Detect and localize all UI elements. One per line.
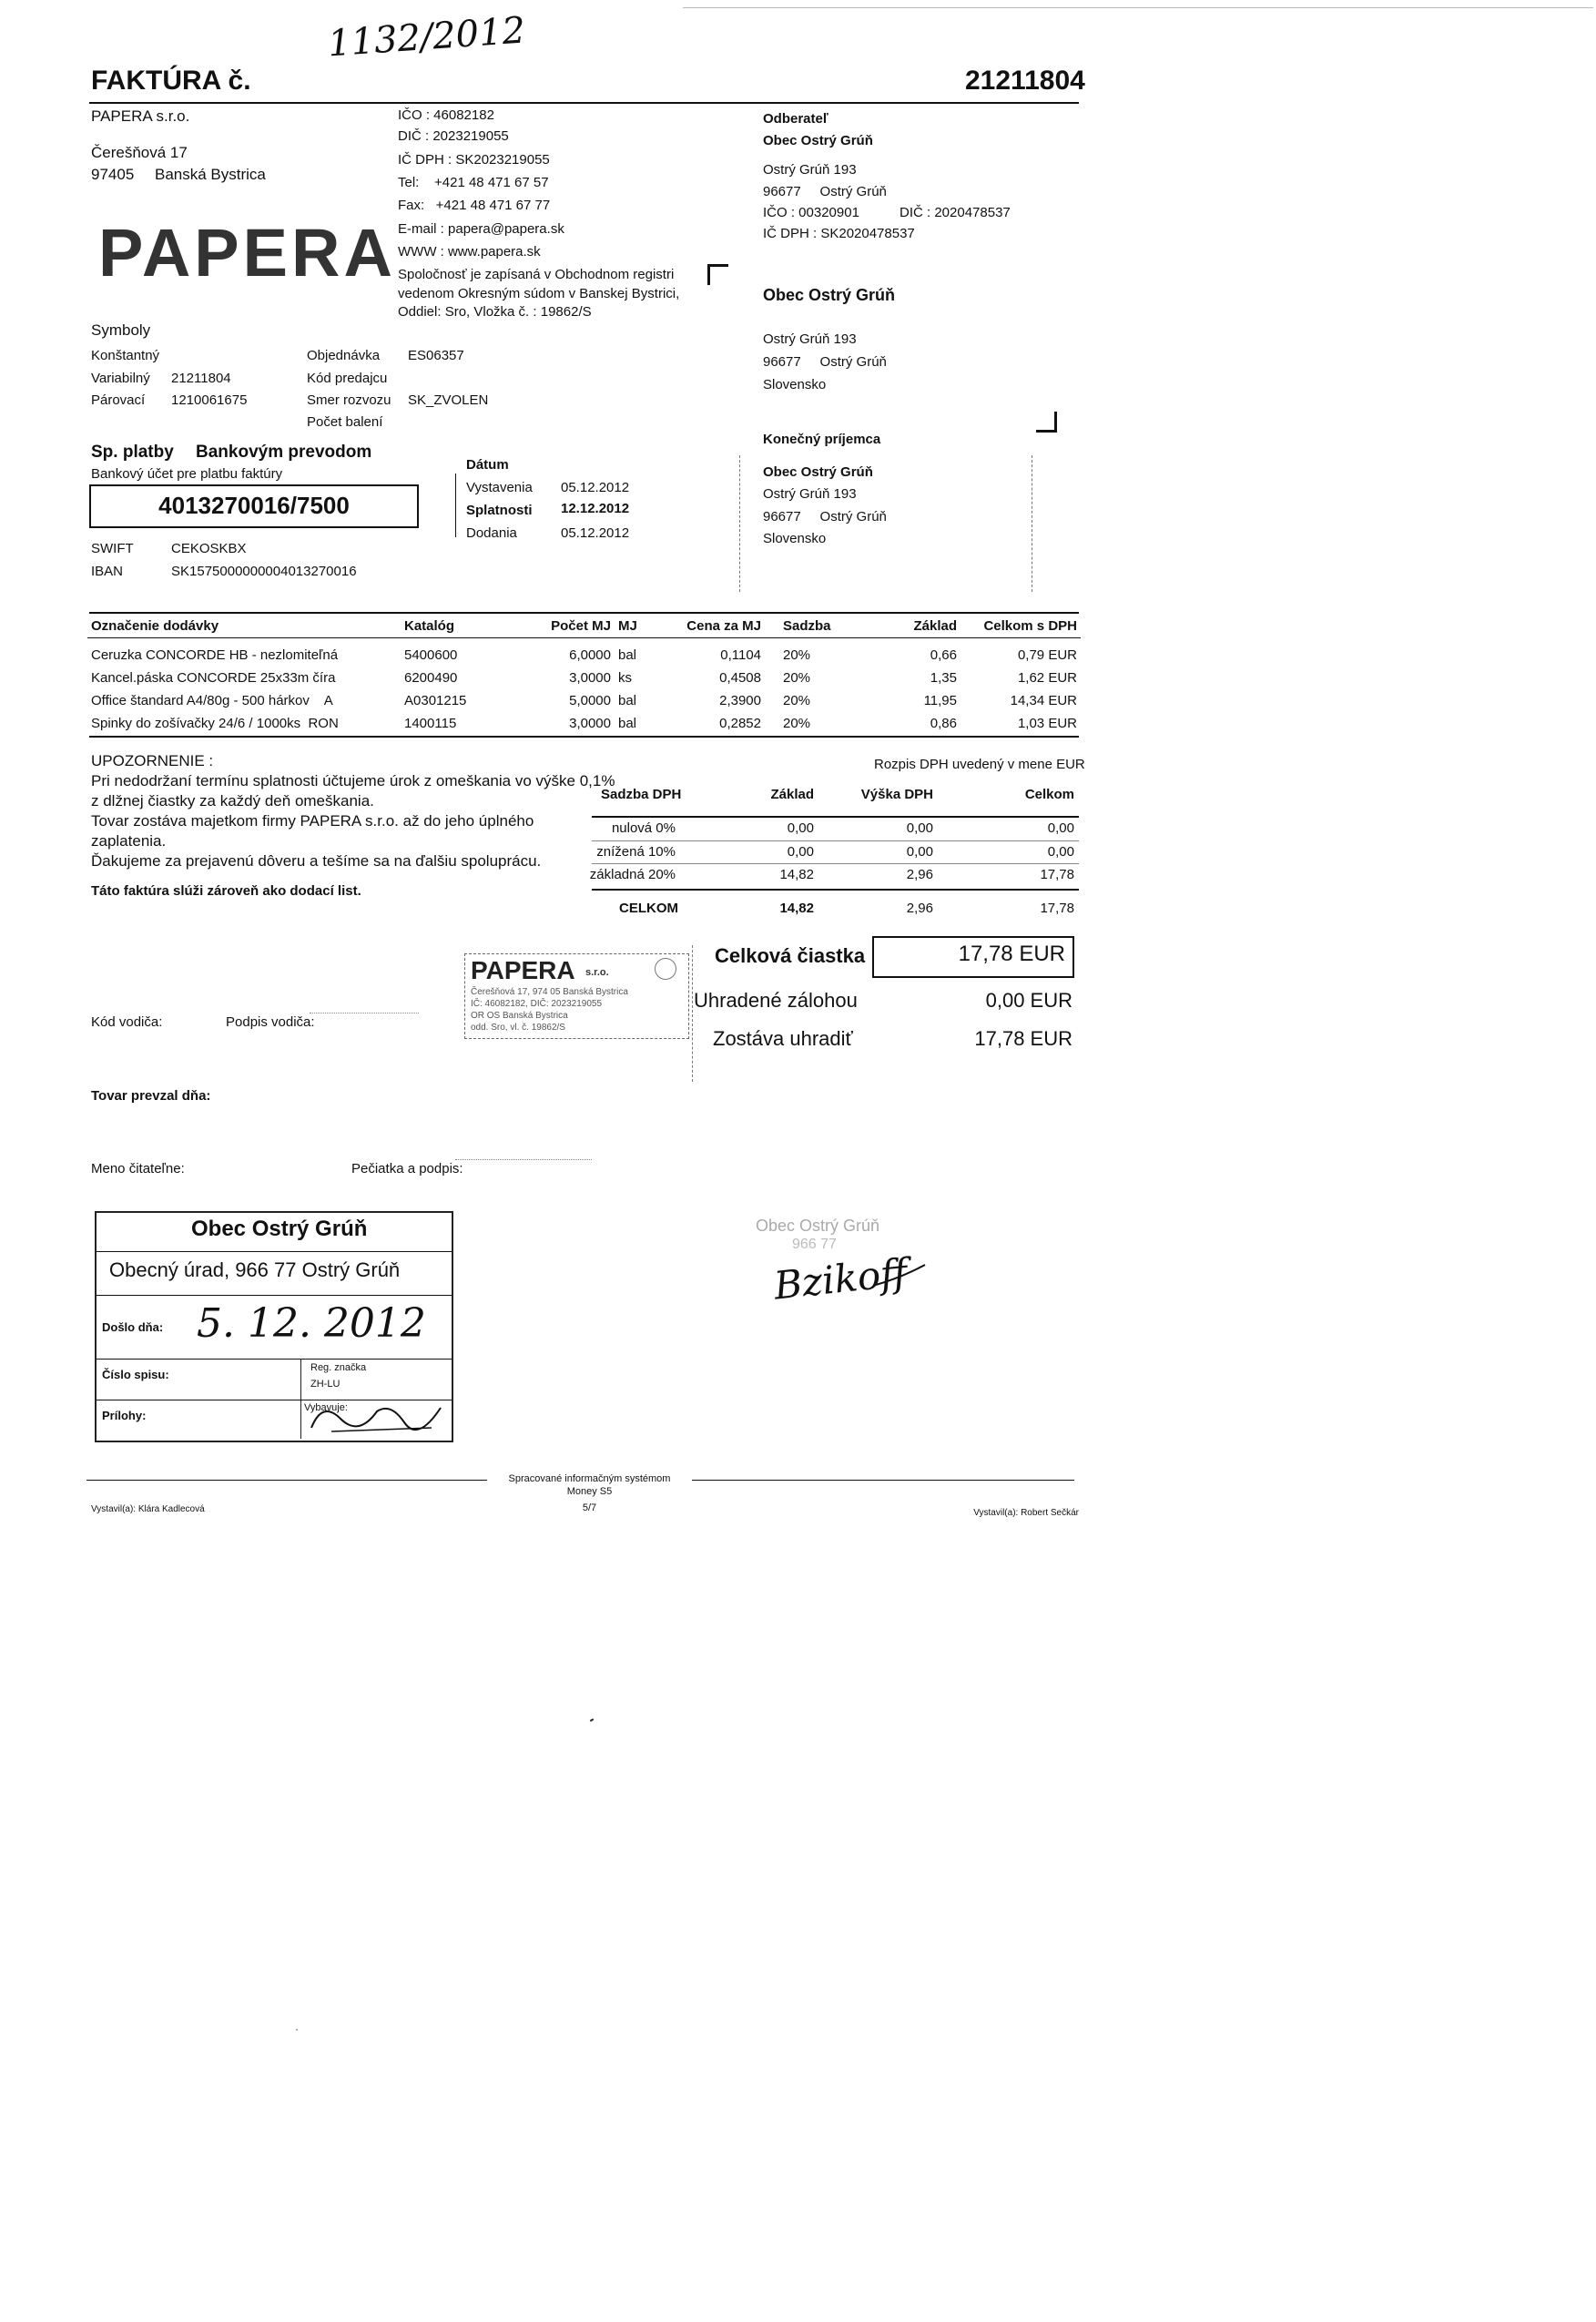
vat-header-base: Základ bbox=[770, 787, 814, 802]
scan-speck bbox=[590, 1718, 594, 1722]
received-date-label: Tovar prevzal dňa: bbox=[91, 1088, 211, 1104]
supplier-street: Čerešňová 17 bbox=[91, 144, 188, 161]
vat-amount: 0,00 bbox=[906, 844, 933, 860]
final-recipient-zipcity: 96677 Ostrý Grúň bbox=[763, 509, 887, 524]
item-catalog: 6200490 bbox=[404, 669, 458, 686]
item-qty: 5,0000 bbox=[569, 692, 611, 708]
payment-type-label: Sp. platby bbox=[91, 443, 174, 462]
item-total: 14,34 EUR bbox=[1010, 692, 1077, 708]
stamp-received-label: Došlo dňa: bbox=[102, 1320, 164, 1334]
item-rate: 20% bbox=[783, 647, 811, 663]
vat-total-total: 17,78 bbox=[1040, 901, 1074, 916]
route-label: Smer rozvozu bbox=[307, 392, 391, 408]
items-header-cell: Označenie dodávky bbox=[91, 618, 219, 634]
stamp-file-no-label: Číslo spisu: bbox=[102, 1368, 169, 1381]
invoice-number: 21211804 bbox=[965, 66, 1085, 96]
supplier-tel: Tel: +421 48 471 67 57 bbox=[398, 175, 549, 190]
item-catalog: 5400600 bbox=[404, 647, 458, 663]
supplier-register-3: Oddiel: Sro, Vložka č. : 19862/S bbox=[398, 304, 592, 320]
stamp-obec-address: Obecný úrad, 966 77 Ostrý Grúň bbox=[109, 1258, 401, 1281]
vat-total: 0,00 bbox=[1047, 844, 1074, 860]
symbol-var-value: 21211804 bbox=[171, 371, 231, 386]
supplier-zip: 97405 bbox=[91, 166, 135, 183]
handwritten-reference: 1132/2012 bbox=[326, 9, 527, 66]
scan-edge-line bbox=[683, 7, 1593, 8]
item-price: 0,4508 bbox=[719, 669, 761, 686]
seller-code-label: Kód predajcu bbox=[307, 371, 388, 386]
buyer-dic: DIČ : 2020478537 bbox=[900, 205, 1011, 220]
item-base: 1,35 bbox=[930, 669, 957, 686]
due-date-label: Splatnosti bbox=[466, 503, 533, 518]
item-name: Office štandard A4/80g - 500 hárkov A bbox=[91, 692, 333, 708]
supplier-city: Banská Bystrica bbox=[155, 166, 266, 183]
vat-row-rule bbox=[592, 863, 1079, 864]
notice-line-5: Ďakujeme za prejavenú dôveru a tešíme sa na ďalšiu spoluprácu. bbox=[91, 852, 542, 870]
symbol-par-value: 1210061675 bbox=[171, 392, 248, 408]
stamp-reg-label: Reg. značka bbox=[310, 1362, 367, 1373]
items-top-rule bbox=[89, 612, 1079, 614]
signature-underline-icon bbox=[874, 1261, 929, 1288]
item-catalog: A0301215 bbox=[404, 692, 467, 708]
supplier-register-1: Spoločnosť je zapísaná v Obchodnom registri bbox=[398, 267, 675, 282]
order-label: Objednávka bbox=[307, 348, 381, 363]
symbol-konst-label: Konštantný bbox=[91, 348, 160, 363]
stamp-divider bbox=[300, 1359, 301, 1439]
totals-left-border bbox=[692, 945, 693, 1082]
vat-total-amount: 2,96 bbox=[906, 901, 933, 916]
delivery-name: Obec Ostrý Grúň bbox=[763, 286, 896, 304]
received-stamp-line bbox=[455, 1159, 592, 1160]
buyer-icdph: IČ DPH : SK2020478537 bbox=[763, 226, 915, 241]
remaining-value: 17,78 EUR bbox=[974, 1027, 1072, 1050]
item-price: 0,1104 bbox=[720, 647, 761, 663]
papera-stamp-line: odd. Sro, vl. č. 19862/S bbox=[471, 1023, 565, 1033]
item-base: 0,86 bbox=[930, 715, 957, 731]
notice-line-4: zaplatenia. bbox=[91, 832, 167, 850]
buyer-label: Odberateľ bbox=[763, 111, 828, 127]
footer-issued-by: Vystavil(a): Klára Kadlecová bbox=[91, 1504, 205, 1514]
driver-signature-label: Podpis vodiča: bbox=[226, 1014, 315, 1030]
table-row bbox=[87, 712, 1081, 735]
vat-header-total: Celkom bbox=[1024, 787, 1074, 802]
vat-total-label: CELKOM bbox=[619, 901, 678, 916]
item-total: 0,79 EUR bbox=[1017, 647, 1077, 663]
footer-system-line-2: Money S5 bbox=[566, 1486, 613, 1497]
footer-rule-right bbox=[692, 1480, 1074, 1481]
item-catalog: 1400115 bbox=[404, 715, 457, 731]
supplier-www: WWW : www.papera.sk bbox=[398, 244, 541, 260]
footer-issued-by-right: Vystavil(a): Robert Sečkár bbox=[973, 1508, 1079, 1518]
supplier-icdph: IČ DPH : SK2023219055 bbox=[398, 152, 550, 168]
item-name: Spinky do zošívačky 24/6 / 1000ks RON bbox=[91, 715, 339, 731]
vat-row-rule bbox=[592, 840, 1079, 841]
papera-stamp-line: OR OS Banská Bystrica bbox=[471, 1011, 568, 1021]
footer-rule-left bbox=[86, 1480, 487, 1481]
bank-account-label: Bankový účet pre platbu faktúry bbox=[91, 466, 283, 482]
vat-header-rule bbox=[592, 816, 1079, 818]
notice-line-6: Táto faktúra slúži zároveň ako dodací list. bbox=[91, 883, 361, 899]
supplier-ico: IČO : 46082182 bbox=[398, 107, 494, 123]
date-label: Dátum bbox=[466, 457, 509, 473]
delivery-country: Slovensko bbox=[763, 377, 827, 392]
buyer-name: Obec Ostrý Grúň bbox=[763, 133, 873, 148]
item-qty: 6,0000 bbox=[569, 647, 611, 663]
stamp-handler-signature-icon bbox=[304, 1391, 450, 1439]
table-row bbox=[87, 689, 1081, 712]
items-header-cell: Sadzba bbox=[783, 618, 831, 634]
stamp-attachments-label: Prílohy: bbox=[102, 1409, 147, 1422]
faint-stamp-line: 966 77 bbox=[792, 1237, 837, 1252]
items-header-cell: MJ bbox=[618, 618, 637, 634]
supplier-register-2: vedenom Okresným súdom v Banskej Bystrici, bbox=[398, 286, 680, 301]
delivery-zipcity: 96677 Ostrý Grúň bbox=[763, 354, 887, 370]
final-recipient-street: Ostrý Grúň 193 bbox=[763, 486, 857, 502]
papera-stamp bbox=[464, 953, 689, 1039]
vat-base: 14,82 bbox=[779, 867, 814, 882]
item-name: Kancel.páska CONCORDE 25x33m číra bbox=[91, 669, 336, 686]
stamp-reg-code: ZH-LU bbox=[310, 1379, 341, 1390]
vat-rate: základná 20% bbox=[589, 867, 676, 882]
window-corner-bottom-right bbox=[1036, 412, 1057, 433]
symbol-par-label: Párovací bbox=[91, 392, 146, 408]
vat-base: 0,00 bbox=[787, 820, 814, 836]
supplier-fax: Fax: +421 48 471 67 77 bbox=[398, 198, 551, 213]
vat-base: 0,00 bbox=[787, 844, 814, 860]
symbols-label: Symboly bbox=[91, 321, 151, 339]
delivery-street: Ostrý Grúň 193 bbox=[763, 331, 857, 347]
final-recipient-name: Obec Ostrý Grúň bbox=[763, 464, 873, 480]
item-rate: 20% bbox=[783, 692, 811, 708]
stamp-circle-icon bbox=[655, 958, 676, 980]
vat-header-rate: Sadzba DPH bbox=[601, 787, 682, 802]
invoice-title: FAKTÚRA č. bbox=[91, 66, 251, 96]
footer-system-line-1: Spracované informačným systémom bbox=[508, 1473, 671, 1484]
symbol-var-label: Variabilný bbox=[91, 371, 150, 386]
vat-rate: nulová 0% bbox=[611, 820, 676, 836]
vat-caption: Rozpis DPH uvedený v mene EUR bbox=[874, 757, 1085, 772]
item-unit: bal bbox=[618, 692, 637, 708]
scan-speck bbox=[296, 2029, 298, 2031]
papera-stamp-line: Čerešňová 17, 974 05 Banská Bystrica bbox=[471, 987, 628, 997]
due-date-value: 12.12.2012 bbox=[561, 501, 630, 516]
total-amount-label: Celková čiastka bbox=[715, 944, 866, 967]
notice-title: UPOZORNENIE : bbox=[91, 752, 214, 769]
route-value: SK_ZVOLEN bbox=[408, 392, 489, 408]
bank-account-number: 4013270016/7500 bbox=[158, 492, 350, 519]
item-name: Ceruzka CONCORDE HB - nezlomiteľná bbox=[91, 647, 339, 663]
papera-stamp-line: IČ: 46082182, DIČ: 2023219055 bbox=[471, 999, 602, 1009]
swift-value: CEKOSKBX bbox=[171, 541, 247, 556]
items-header-cell: Katalóg bbox=[404, 618, 455, 634]
papera-logo: PAPERA bbox=[98, 215, 396, 290]
municipality-stamp bbox=[95, 1211, 453, 1442]
stamp-rule bbox=[97, 1251, 452, 1252]
notice-line-1: Pri nedodržaní termínu splatnosti účtujeme úrok z omeškania vo výške 0,1% bbox=[91, 772, 615, 789]
items-header-cell: Celkom s DPH bbox=[983, 618, 1077, 634]
swift-label: SWIFT bbox=[91, 541, 134, 556]
final-box-left-border bbox=[739, 455, 740, 592]
table-row bbox=[87, 644, 1081, 667]
delivery-date-label: Dodania bbox=[466, 525, 517, 541]
iban-value: SK1575000000004013270016 bbox=[171, 564, 357, 579]
stamp-received-date-handwritten: 5. 12. 2012 bbox=[197, 1300, 426, 1347]
vat-total: 17,78 bbox=[1040, 867, 1074, 882]
supplier-email: E-mail : papera@papera.sk bbox=[398, 221, 564, 237]
item-price: 2,3900 bbox=[719, 692, 761, 708]
buyer-zipcity: 96677 Ostrý Grúň bbox=[763, 184, 887, 199]
remaining-label: Zostáva uhradiť bbox=[713, 1027, 853, 1050]
items-header-cell: Cena za MJ bbox=[686, 618, 761, 634]
issue-date-label: Vystavenia bbox=[466, 480, 533, 495]
faint-stamp-line: Obec Ostrý Grúň bbox=[756, 1217, 880, 1235]
item-unit: bal bbox=[618, 715, 637, 731]
item-base: 11,95 bbox=[923, 692, 957, 708]
received-stamp-label: Pečiatka a podpis: bbox=[351, 1161, 463, 1176]
order-value: ES06357 bbox=[408, 348, 464, 363]
item-total: 1,03 EUR bbox=[1017, 715, 1077, 731]
package-count-label: Počet balení bbox=[307, 414, 383, 430]
supplier-name: PAPERA s.r.o. bbox=[91, 107, 190, 125]
issue-date-value: 05.12.2012 bbox=[561, 480, 630, 495]
stamp-handler-label: Vybavuje: bbox=[304, 1402, 348, 1413]
supplier-dic: DIČ : 2023219055 bbox=[398, 128, 509, 144]
notice-line-2: z dlžnej čiastky za každý deň omeškania. bbox=[91, 792, 374, 810]
items-header-cell: Základ bbox=[913, 618, 957, 634]
total-amount-value: 17,78 EUR bbox=[958, 942, 1065, 966]
vat-amount: 2,96 bbox=[906, 867, 933, 882]
items-header-cell: Počet MJ bbox=[551, 618, 611, 634]
item-base: 0,66 bbox=[930, 647, 957, 663]
vat-total-rule bbox=[592, 889, 1079, 891]
title-rule bbox=[89, 102, 1079, 104]
deposit-label: Uhradené zálohou bbox=[694, 989, 858, 1012]
footer-page-number: 5/7 bbox=[582, 1502, 597, 1513]
received-name-label: Meno čitateľne: bbox=[91, 1161, 185, 1176]
payment-method: Bankovým prevodom bbox=[196, 443, 372, 462]
item-unit: ks bbox=[618, 669, 632, 686]
item-qty: 3,0000 bbox=[569, 715, 611, 731]
items-bottom-rule bbox=[89, 736, 1079, 738]
table-row bbox=[87, 667, 1081, 689]
final-recipient-country: Slovensko bbox=[763, 531, 827, 546]
window-corner-top-left bbox=[707, 264, 728, 285]
driver-code-label: Kód vodiča: bbox=[91, 1014, 163, 1030]
date-box-border bbox=[455, 474, 456, 537]
item-price: 0,2852 bbox=[719, 715, 761, 731]
item-qty: 3,0000 bbox=[569, 669, 611, 686]
items-header-row bbox=[87, 615, 1081, 638]
item-unit: bal bbox=[618, 647, 637, 663]
vat-rate: znížená 10% bbox=[596, 844, 676, 860]
stamp-rule bbox=[97, 1295, 452, 1296]
deposit-value: 0,00 EUR bbox=[985, 989, 1072, 1012]
stamp-obec-name: Obec Ostrý Grúň bbox=[191, 1217, 368, 1241]
item-rate: 20% bbox=[783, 715, 811, 731]
signature-handwritten: Bzikoff bbox=[771, 1249, 910, 1309]
notice-line-3: Tovar zostáva majetkom firmy PAPERA s.r.o. až do jeho úplného bbox=[91, 812, 534, 830]
papera-stamp-suffix: s.r.o. bbox=[585, 967, 609, 978]
items-table bbox=[87, 615, 1081, 735]
buyer-street: Ostrý Grúň 193 bbox=[763, 162, 857, 178]
stamp-rule bbox=[97, 1359, 452, 1360]
vat-total: 0,00 bbox=[1047, 820, 1074, 836]
delivery-date-value: 05.12.2012 bbox=[561, 525, 630, 541]
iban-label: IBAN bbox=[91, 564, 124, 579]
item-rate: 20% bbox=[783, 669, 811, 686]
papera-stamp-name: PAPERA bbox=[471, 956, 575, 984]
buyer-ico: IČO : 00320901 bbox=[763, 205, 859, 220]
vat-amount: 0,00 bbox=[906, 820, 933, 836]
item-total: 1,62 EUR bbox=[1017, 669, 1077, 686]
final-recipient-label: Konečný príjemca bbox=[763, 432, 881, 447]
vat-header-vat: Výška DPH bbox=[860, 787, 933, 802]
vat-total-base: 14,82 bbox=[779, 901, 814, 916]
